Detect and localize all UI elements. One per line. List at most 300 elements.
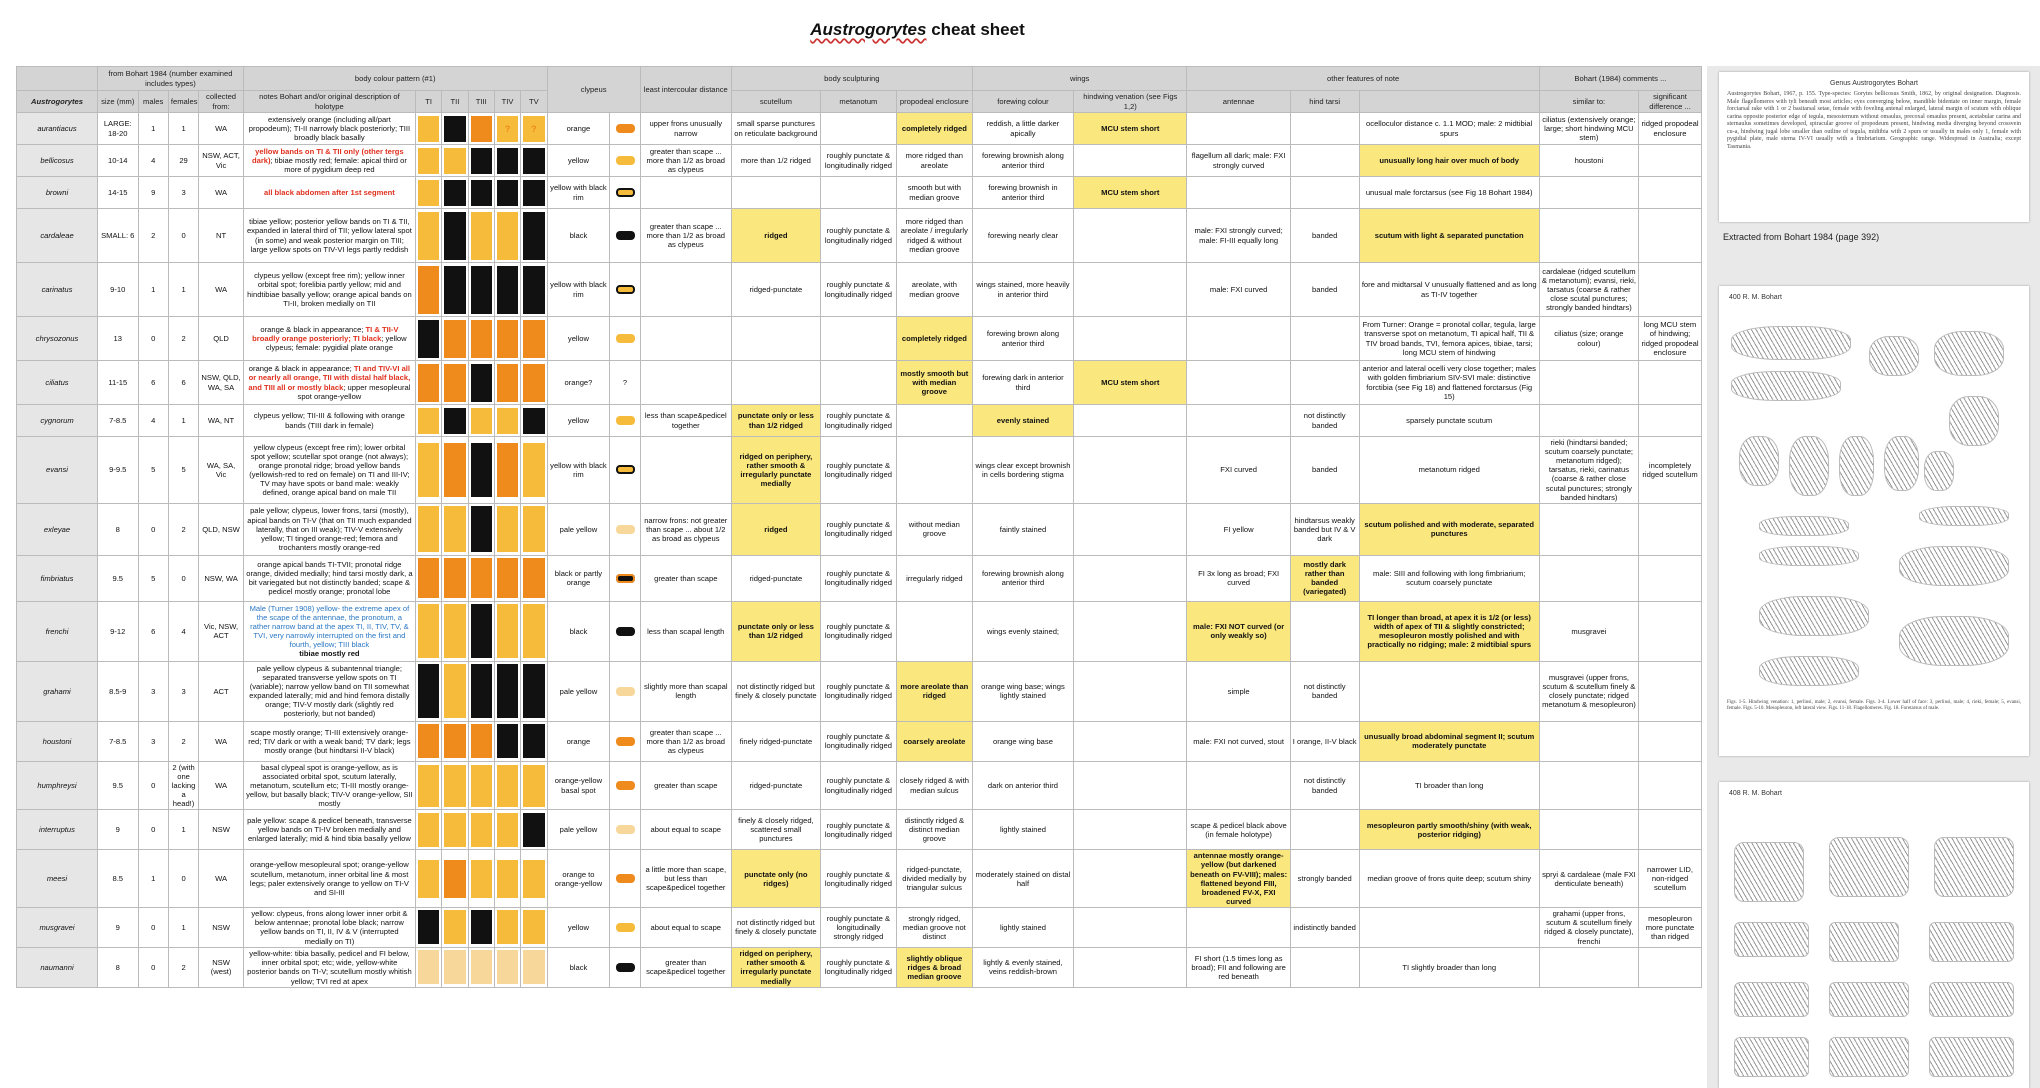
males-count: 5 [138, 555, 168, 601]
header-t4: TIV [494, 91, 520, 113]
prop-cell: more areolate than ridged [896, 661, 972, 721]
meta-cell [820, 177, 896, 209]
ant-cell: scape & pedicel black above (in female holotype) [1187, 810, 1290, 850]
other-cell: mesopleuron partly smooth/shiny (with weak, posterior ridging) [1359, 810, 1539, 850]
meta-cell: roughly punctate & longitudinally ridged [820, 661, 896, 721]
colour-notes-text: pale yellow; clypeus, lower frons, tarsi (mostly), apical bands on TI-V (that on TII much expanded laterally, that on III weak); TIV-V extensively yellow; TI tinged orange-red; femora and trochanters mostly orange-red [247, 506, 412, 552]
tergite-colour-swatch [471, 148, 492, 174]
colour-notes [243, 947, 415, 987]
females-count: 5 [168, 437, 198, 504]
males-count: 0 [138, 907, 168, 947]
clypeus-swatch [616, 465, 635, 474]
tergite-band-4 [494, 361, 520, 405]
ant-cell: FI short (1.5 times long as broad); FII and following are red beneath [1187, 947, 1290, 987]
table-row [17, 555, 1702, 601]
species-name: grahami [17, 661, 98, 721]
fw-cell: forewing dark in anterior third [972, 361, 1073, 405]
colour-notes-text: orange apical bands TI-TVII; pronotal ridge orange, divided medially; hind tarsi mostly dark, a bit variegated but not distinctly banded; scape & pedicel mostly orange; pronotal lobe [246, 560, 413, 597]
females-count: 0 [168, 209, 198, 263]
tergite-band-2 [442, 177, 468, 209]
clypeus-text: yellow [547, 405, 610, 437]
meta-cell [820, 113, 896, 145]
colour-notes [243, 503, 415, 555]
sculpture-figure-23 [1734, 922, 1809, 957]
tergite-colour-swatch [497, 320, 518, 358]
clypeus-swatch-cell [610, 810, 640, 850]
intercoular-distance: greater than scape ... more than 1/2 as broad as clypeus [640, 721, 731, 761]
collected-from: NSW, QLD, WA, SA [199, 361, 244, 405]
females-count: 2 [168, 317, 198, 361]
other-cell: fore and midtarsal V unusually flattened and as long as TI-IV together [1359, 263, 1539, 317]
tergite-colour-swatch [418, 765, 439, 807]
tergite-colour-swatch [444, 320, 465, 358]
tergite-colour-swatch [523, 148, 544, 174]
meta-cell [820, 317, 896, 361]
tergite-colour-swatch [497, 148, 518, 174]
fw-cell: reddish, a little darker apically [972, 113, 1073, 145]
ant-cell: male: FXI not curved, stout [1187, 721, 1290, 761]
sculpture-figure-19 [1734, 842, 1804, 902]
tars-cell: hindtarsus weakly banded but IV & V dark [1290, 503, 1359, 555]
tergite-band-2 [442, 761, 468, 810]
clypeus-text: black [547, 209, 610, 263]
tergite-colour-swatch [418, 148, 439, 174]
sculpture-figure-21 [1934, 837, 2014, 897]
clypeus-text: pale yellow [547, 661, 610, 721]
figure-caption: Figs. 1-5. Hindwing venation: 1, perlinsi, male; 2, evansi, female. Figs. 3-4. Lower half of face: 3, perlinsi, male; 4, rieki, female; 5, evansi, female. Figs. 5-10. Mesopleuron, left lateral view. Figs. 11-18. Flagellomeres. Fig. 18. Foretarsus of male. [1727, 700, 2021, 712]
diff-cell: long MCU stem of hindwing; ridged propodeal enclosure [1639, 317, 1702, 361]
scut-cell [731, 361, 820, 405]
mesopleuron-figure-10 [1924, 451, 1954, 491]
intercoular-distance [640, 263, 731, 317]
size-cell: 9.5 [98, 761, 139, 810]
tergite-colour-swatch [444, 950, 465, 984]
meta-cell: roughly punctate & longitudinally ridged [820, 209, 896, 263]
tergite-band-2 [442, 405, 468, 437]
diff-cell [1639, 209, 1702, 263]
intercoular-distance: greater than scape ... more than 1/2 as broad as clypeus [640, 145, 731, 177]
tergite-band-1 [415, 555, 441, 601]
clypeus-swatch [616, 416, 635, 425]
other-cell: median groove of frons quite deep; scutum shiny [1359, 850, 1539, 908]
hw-cell: MCU stem short [1074, 177, 1187, 209]
collected-from: NSW [199, 907, 244, 947]
ant-cell: flagellum all dark; male: FXI strongly curved [1187, 145, 1290, 177]
prop-cell: mostly smooth but with median groove [896, 361, 972, 405]
species-name: ciliatus [17, 361, 98, 405]
diff-cell [1639, 145, 1702, 177]
prop-cell: more ridged than areolate / irregularly ridged & without median groove [896, 209, 972, 263]
other-cell: TI broader than long [1359, 761, 1539, 810]
diff-cell: ridged propodeal enclosure [1639, 113, 1702, 145]
ant-cell [1187, 113, 1290, 145]
flagellum-figure-13 [1759, 546, 1859, 566]
meta-cell: roughly punctate & longitudinally ridged [820, 721, 896, 761]
tergite-colour-swatch [497, 364, 518, 402]
sculpture-figure-20 [1829, 837, 1909, 897]
colour-notes-text: all black abdomen after 1st segment [263, 187, 395, 197]
males-count: 6 [138, 601, 168, 661]
sculpture-figure-24 [1734, 982, 1809, 1017]
tergite-colour-swatch [471, 443, 492, 497]
tergite-band-4 [494, 503, 520, 555]
colour-notes [243, 209, 415, 263]
hw-cell [1074, 761, 1187, 810]
header-males: males [138, 91, 168, 113]
colour-notes-text: orange-yellow mesopleural spot; orange-yellow scutellum, metanotum, inner orbital line & most legs; paler extensively orange to yellow on TI-V and SI-III [249, 860, 409, 897]
females-count: 4 [168, 601, 198, 661]
size-cell: 11-15 [98, 361, 139, 405]
other-cell: metanotum ridged [1359, 437, 1539, 504]
tergite-colour-swatch [523, 506, 544, 552]
hw-cell [1074, 405, 1187, 437]
species-name: musgravei [17, 907, 98, 947]
intercoular-distance: a little more than scape, but less than scape&pedicel together [640, 850, 731, 908]
colour-notes-extra: tibiae mostly red [299, 649, 360, 659]
sim-cell [1539, 405, 1638, 437]
tergite-band-1 [415, 721, 441, 761]
hw-cell [1074, 721, 1187, 761]
tergite-colour-swatch [471, 558, 492, 598]
header-scutellum: scutellum [731, 91, 820, 113]
page2-header: 400 R. M. Bohart [1729, 294, 1782, 301]
colour-notes [243, 721, 415, 761]
collected-from: WA, NT [199, 405, 244, 437]
tergite-colour-swatch [444, 724, 465, 758]
colour-notes [243, 661, 415, 721]
tergite-colour-swatch [471, 266, 492, 314]
meta-cell: roughly punctate & longitudinally ridged [820, 145, 896, 177]
tergite-colour-swatch [471, 765, 492, 807]
tergite-band-3 [468, 405, 494, 437]
clypeus-text: pale yellow [547, 503, 610, 555]
tergite-band-1 [415, 761, 441, 810]
sculpture-figure-26 [1829, 1037, 1909, 1077]
reference-page-1 [1719, 72, 2029, 222]
header-similar: similar to: [1539, 91, 1638, 113]
meta-cell: roughly punctate & longitudinally ridged [820, 263, 896, 317]
meta-cell: roughly punctate & longitudinally ridged [820, 947, 896, 987]
page-title: Austrogorytes cheat sheet [810, 20, 1025, 39]
species-name: browni [17, 177, 98, 209]
fw-cell: forewing brownish along anterior third [972, 555, 1073, 601]
females-count: 0 [168, 850, 198, 908]
tergite-colour-swatch [418, 910, 439, 944]
flagellum-figure-12 [1759, 516, 1849, 536]
tergite-colour-swatch [497, 266, 518, 314]
ant-cell [1187, 317, 1290, 361]
header-row-sub [17, 91, 1702, 113]
tergite-band-1 [415, 437, 441, 504]
tars-cell [1290, 601, 1359, 661]
ant-cell [1187, 405, 1290, 437]
clypeus-swatch-cell [610, 437, 640, 504]
tergite-colour-swatch [444, 364, 465, 402]
sim-cell [1539, 810, 1638, 850]
females-count: 29 [168, 145, 198, 177]
clypeus-text: orange [547, 113, 610, 145]
clypeus-text: yellow [547, 145, 610, 177]
species-name: humphreysi [17, 761, 98, 810]
face-figure-4 [1934, 331, 2004, 376]
tergite-band-1 [415, 361, 441, 405]
header-wings: wings [972, 67, 1187, 91]
tergite-colour-swatch: ? [523, 116, 544, 142]
females-count: 3 [168, 177, 198, 209]
tergite-band-2 [442, 317, 468, 361]
other-cell: TI slightly broader than long [1359, 947, 1539, 987]
females-count: 1 [168, 113, 198, 145]
tergite-colour-swatch [471, 364, 492, 402]
table-row [17, 361, 1702, 405]
header-size: size (mm) [98, 91, 139, 113]
table-row [17, 113, 1702, 145]
males-count: 1 [138, 850, 168, 908]
tergite-colour-swatch [523, 443, 544, 497]
tergite-band-4 [494, 601, 520, 661]
tergite-colour-swatch [523, 724, 544, 758]
clypeus-swatch-cell [610, 317, 640, 361]
tergite-colour-swatch [497, 408, 518, 434]
header-hindwing: hindwing venation (see Figs 1,2) [1074, 91, 1187, 113]
size-cell: 7-8.5 [98, 721, 139, 761]
tars-cell [1290, 145, 1359, 177]
scut-cell: finely ridged-punctate [731, 721, 820, 761]
fw-cell: dark on anterior third [972, 761, 1073, 810]
clypeus-swatch-cell [610, 555, 640, 601]
tergite-colour-swatch [523, 558, 544, 598]
tergite-band-1 [415, 405, 441, 437]
tergite-colour-swatch [497, 604, 518, 658]
ant-cell [1187, 907, 1290, 947]
tergite-band-2 [442, 721, 468, 761]
scut-cell: ridged-punctate [731, 555, 820, 601]
sim-cell: musgravei (upper frons, scutum & scutellum finely & closely punctate; ridged metanotum & mesopleuron) [1539, 661, 1638, 721]
size-cell: 9 [98, 810, 139, 850]
clypeus-swatch [616, 923, 635, 932]
tergite-band-5 [521, 850, 547, 908]
clypeus-swatch [616, 574, 635, 583]
sculpture-figure-30 [1929, 1037, 2014, 1077]
fw-cell: moderately stained on distal half [972, 850, 1073, 908]
tarsus-figure-18 [1899, 616, 2009, 666]
page3-header: 408 R. M. Bohart [1729, 790, 1782, 797]
colour-notes [243, 601, 415, 661]
sim-cell [1539, 177, 1638, 209]
colour-notes-text: clypeus yellow (except free rim); yellow inner orbital spot; forelibia partly yellow; mid and hindtibiae basally yellow; orange apical bands on TI-II, broken medially on TII [247, 271, 412, 308]
males-count: 3 [138, 661, 168, 721]
header-bohart-comments: Bohart (1984) comments ... [1539, 67, 1701, 91]
diff-cell [1639, 263, 1702, 317]
tergite-colour-swatch [523, 664, 544, 718]
header-metanotum: metanotum [820, 91, 896, 113]
clypeus-swatch [616, 825, 635, 834]
tars-cell: banded [1290, 437, 1359, 504]
meta-cell: roughly punctate & longitudinally ridged [820, 555, 896, 601]
fw-cell: forewing brownish along anterior third [972, 145, 1073, 177]
collected-from: NSW, WA [199, 555, 244, 601]
tergite-band-1 [415, 850, 441, 908]
sim-cell: ciliatus (size; orange colour) [1539, 317, 1638, 361]
intercoular-distance: less than scape&pedicel together [640, 405, 731, 437]
tars-cell: mostly dark rather than banded (variegated) [1290, 555, 1359, 601]
males-count: 9 [138, 177, 168, 209]
tergite-band-5 [521, 209, 547, 263]
clypeus-swatch-cell [610, 177, 640, 209]
males-count: 0 [138, 503, 168, 555]
species-name: evansi [17, 437, 98, 504]
other-cell: scutum polished and with moderate, separated punctures [1359, 503, 1539, 555]
tergite-band-5 [521, 721, 547, 761]
size-cell: SMALL: 6 [98, 209, 139, 263]
hw-cell [1074, 437, 1187, 504]
table-row [17, 145, 1702, 177]
table-row [17, 503, 1702, 555]
tergite-band-2 [442, 947, 468, 987]
tergite-colour-swatch [471, 320, 492, 358]
tergite-band-5 [521, 601, 547, 661]
ant-cell: male: FXI curved [1187, 263, 1290, 317]
hw-cell [1074, 209, 1187, 263]
intercoular-distance: about equal to scape [640, 810, 731, 850]
clypeus-swatch [616, 874, 635, 883]
collected-from: NSW (west) [199, 947, 244, 987]
tergite-colour-swatch [497, 724, 518, 758]
tergite-band-2 [442, 361, 468, 405]
hw-cell [1074, 850, 1187, 908]
header-notes: notes Bohart and/or original description of holotype [243, 91, 415, 113]
collected-from: ACT [199, 661, 244, 721]
meta-cell: roughly punctate & longitudinally ridged [820, 761, 896, 810]
scut-cell: not distinctly ridged but finely & closely punctate [731, 661, 820, 721]
tergite-band-3 [468, 601, 494, 661]
tergite-colour-swatch [444, 148, 465, 174]
tergite-band-3 [468, 145, 494, 177]
tergite-band-3 [468, 555, 494, 601]
reference-page-2 [1719, 286, 2029, 756]
genus-description: Austrogorytes Bohart, 1967, p. 155. Type-species: Gorytes bellicosus Smith, 1862, by original designation. Diagnosis. Male flagellomeres with tyli beneath most articles; eyes converging below, mandible bidentate on inner margin, female forctarsal rake with 1 or 2 basitarsal setae, female with foveling antenal enlarged, lateral margin of scutum with oblique carina opposite posterior edge of tegula, mesosternum without omaulus, precoxal omaulus present, acetabular carina and sternaulus sometimes developed, spiracular groove of propodeum present, hindwing media diverging beyond crossvein cu-a, hindwing jugal lobe smaller than outline of tegula, midtibia with 2 spurs or usually in males only 1, female with pygidial plate, male sterna IV-VI usually with a fimbriarium. Geographic range. Widespread in Australia; except Tasmania. [1727, 91, 2021, 150]
males-count: 4 [138, 405, 168, 437]
species-name: houstoni [17, 721, 98, 761]
males-count: 5 [138, 437, 168, 504]
ant-cell: FXI curved [1187, 437, 1290, 504]
tergite-band-2 [442, 209, 468, 263]
hw-cell [1074, 810, 1187, 850]
ant-cell: FI yellow [1187, 503, 1290, 555]
tergite-band-4 [494, 850, 520, 908]
header-collected: collected from: [199, 91, 244, 113]
tergite-band-5 [521, 661, 547, 721]
collected-from: WA, SA, Vic [199, 437, 244, 504]
meta-cell: roughly punctate & longitudinally ridged [820, 405, 896, 437]
fw-cell: wings evenly stained; [972, 601, 1073, 661]
other-cell: male: SIII and following with long fimbriarium; scutum coarsely punctate [1359, 555, 1539, 601]
tergite-colour-swatch [497, 950, 518, 984]
diff-cell [1639, 361, 1702, 405]
ant-cell [1187, 361, 1290, 405]
size-cell: 13 [98, 317, 139, 361]
colour-notes-text: yellow clypeus (except free rim); lower orbital spot yellow; scutellar spot orange (not always); orange pronotal ridge; broad yellow bands (yellowish-red to red on female) on TI and III-IV; TV may have spots or band male: weakly defined, orange apical band on male TII [249, 442, 410, 498]
tergite-band-5 [521, 947, 547, 987]
sculpture-figure-29 [1929, 982, 2014, 1017]
face-figure-5 [1949, 396, 1999, 446]
other-cell: ocelloculor distance c. 1.1 MOD; male: 2 midtibial spurs [1359, 113, 1539, 145]
intercoular-distance [640, 437, 731, 504]
tergite-band-4 [494, 721, 520, 761]
table-row [17, 437, 1702, 504]
tergite-band-4 [494, 661, 520, 721]
tergite-band-2 [442, 145, 468, 177]
tergite-band-5 [521, 145, 547, 177]
tergite-band-1 [415, 601, 441, 661]
clypeus-swatch [616, 188, 635, 197]
tergite-colour-swatch [471, 506, 492, 552]
females-count: 1 [168, 405, 198, 437]
wing-figure-2 [1731, 371, 1841, 401]
females-count: 2 [168, 503, 198, 555]
prop-cell: smooth but with median groove [896, 177, 972, 209]
tergite-colour-swatch [471, 116, 492, 142]
colour-notes [243, 555, 415, 601]
clypeus-swatch [616, 124, 635, 133]
intercoular-distance: greater than scape [640, 761, 731, 810]
colour-notes [243, 263, 415, 317]
fw-cell: lightly & evenly stained, veins reddish-brown [972, 947, 1073, 987]
ant-cell: antennae mostly orange-yellow (but darkened beneath on FV-VIII); males: flattened beyond FIII, broadened FV-X, FXI curved [1187, 850, 1290, 908]
hw-cell [1074, 145, 1187, 177]
prop-cell [896, 437, 972, 504]
diff-cell [1639, 555, 1702, 601]
collected-from: WA [199, 721, 244, 761]
species-name: frenchi [17, 601, 98, 661]
tergite-colour-swatch [418, 860, 439, 898]
tergite-band-4 [494, 263, 520, 317]
tars-cell: banded [1290, 209, 1359, 263]
intercoular-distance: greater than scape [640, 555, 731, 601]
wing-figure-1 [1731, 326, 1851, 360]
tergite-band-2 [442, 503, 468, 555]
females-count: 1 [168, 810, 198, 850]
colour-notes [243, 761, 415, 810]
ant-cell [1187, 177, 1290, 209]
males-count: 6 [138, 361, 168, 405]
species-name: exleyae [17, 503, 98, 555]
species-name: bellicosus [17, 145, 98, 177]
other-cell [1359, 907, 1539, 947]
males-count: 0 [138, 947, 168, 987]
cheat-sheet-table-wrap [16, 66, 1702, 988]
diff-cell [1639, 661, 1702, 721]
tars-cell [1290, 361, 1359, 405]
collected-from: WA [199, 113, 244, 145]
tergite-colour-swatch [471, 813, 492, 847]
collected-from: WA [199, 850, 244, 908]
tergite-colour-swatch [444, 408, 465, 434]
other-cell [1359, 661, 1539, 721]
tergite-band-1 [415, 810, 441, 850]
tergite-colour-swatch [418, 320, 439, 358]
clypeus-swatch [616, 687, 635, 696]
hw-cell [1074, 601, 1187, 661]
clypeus-swatch-cell [610, 209, 640, 263]
collected-from: NSW, ACT, Vic [199, 145, 244, 177]
colour-notes [243, 850, 415, 908]
sim-cell: spryi & cardaleae (male FXI denticulate beneath) [1539, 850, 1638, 908]
tergite-colour-swatch [418, 443, 439, 497]
species-name: cygnorum [17, 405, 98, 437]
sim-cell [1539, 503, 1638, 555]
tergite-colour-swatch [497, 212, 518, 260]
